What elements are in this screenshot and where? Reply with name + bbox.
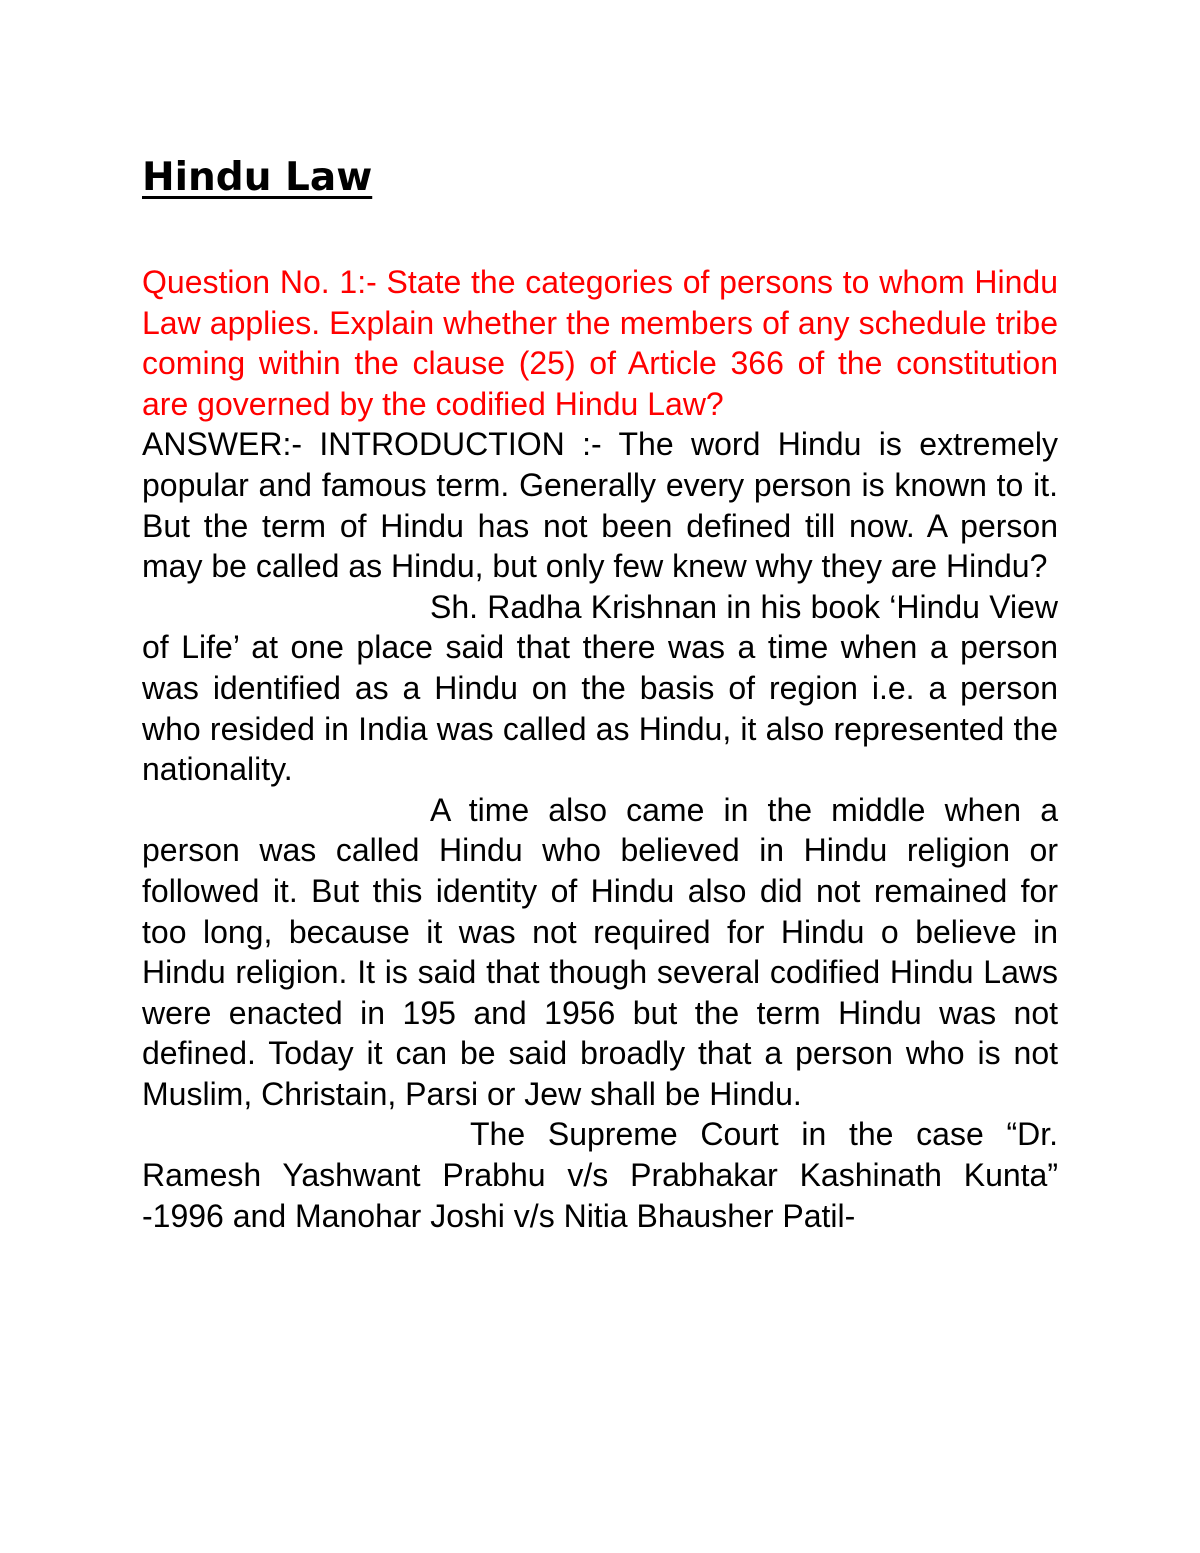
question-paragraph: Question No. 1:- State the categories of persons to whom Hindu Law applies. Explain whether the members of any schedule tribe coming within the clause (25) of Article 366 of the constitution are governed by the codified Hindu Law? bbox=[142, 264, 1058, 422]
hindu-identity-paragraph: A time also came in the middle when a person was called Hindu who believed in Hindu religion or followed it. But this identity of Hindu also did not remained for too long, because it was not required for Hindu o believe in Hindu religion. It is said that though several codified Hindu Laws were enacted in 195 and 1956 but the term Hindu was not defined. Today it can be said broadly that a person who is not Muslim, Christain, Parsi or Jew shall be Hindu. bbox=[142, 791, 1058, 1112]
document-title: Hindu Law bbox=[142, 155, 373, 200]
answer-introduction-paragraph: ANSWER:- INTRODUCTION :- The word Hindu is extremely popular and famous term. Generally every person is known to it. But the term of Hindu has not been defined till now. A person may be called as Hindu, but only few knew why they are Hindu? bbox=[142, 426, 1058, 585]
supreme-court-paragraph: The Supreme Court in the case “Dr. Ramesh Yashwant Prabhu v/s Prabhakar Kashinath Kunta” -1996 and Manohar Joshi v/s Nitia Bhausher Patil- bbox=[142, 1116, 1058, 1234]
document-body bbox=[142, 262, 1058, 1236]
radha-krishnan-paragraph: Sh. Radha Krishnan in his book ‘Hindu View of Life’ at one place said that there was a time when a person was identified as a Hindu on the basis of region i.e. a person who resided in India was called as Hindu, it also represented the nationality. bbox=[142, 588, 1058, 788]
